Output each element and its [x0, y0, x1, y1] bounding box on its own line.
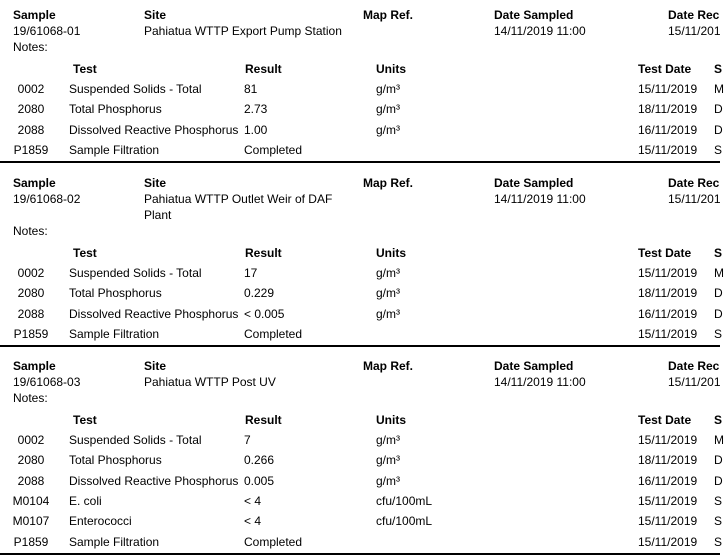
test-date: 18/11/2019 [638, 102, 698, 117]
test-header: Test [73, 413, 97, 427]
test-signatory: S [714, 493, 723, 508]
test-units: cfu/100mL [376, 493, 433, 508]
test-date: 18/11/2019 [638, 453, 698, 468]
test-units: cfu/100mL [376, 514, 433, 529]
test-date: 15/11/2019 [638, 142, 698, 157]
sample-header: Sample [13, 359, 56, 373]
test-code: 2088 [17, 122, 45, 137]
test-name: Sample Filtration [69, 534, 160, 549]
date-sampled-header: Date Sampled [494, 176, 574, 190]
notes-label: Notes: [13, 40, 48, 54]
test-header: Test [73, 246, 97, 260]
test-code: 0002 [17, 433, 45, 447]
test-date: 15/11/2019 [638, 266, 698, 280]
units-header: Units [376, 62, 406, 76]
signatory-header: S [714, 413, 723, 427]
test-name: Suspended Solids - Total [69, 82, 202, 96]
test-signatory: D [714, 306, 723, 321]
test-code: P1859 [13, 534, 49, 549]
test-date: 16/11/2019 [638, 473, 698, 488]
section-divider [0, 345, 720, 347]
section-divider [0, 161, 720, 163]
test-code: M0104 [12, 493, 50, 508]
site-name: Pahiatua WTTP Export Pump Station [144, 24, 342, 38]
site-name-line2: Plant [144, 208, 172, 222]
test-name: Dissolved Reactive Phosphorus [69, 473, 239, 488]
notes-label: Notes: [13, 224, 48, 238]
test-name: Sample Filtration [69, 326, 160, 341]
map-ref-header: Map Ref. [363, 8, 414, 22]
result-header: Result [245, 413, 282, 427]
test-signatory: D [714, 453, 723, 468]
test-signatory: S [714, 326, 723, 341]
test-code: 0002 [17, 82, 45, 96]
test-name: Suspended Solids - Total [69, 433, 202, 447]
test-date: 15/11/2019 [638, 82, 698, 96]
sample-id: 19/61068-03 [13, 375, 81, 389]
test-signatory: S [714, 142, 723, 157]
date-sampled-header: Date Sampled [494, 359, 574, 373]
test-date-header: Test Date [638, 246, 692, 260]
test-code: P1859 [13, 326, 49, 341]
test-name: Total Phosphorus [69, 286, 162, 301]
test-units: g/m³ [376, 433, 400, 447]
test-units: g/m³ [376, 266, 400, 280]
test-date: 15/11/2019 [638, 493, 698, 508]
test-name: Dissolved Reactive Phosphorus [69, 306, 239, 321]
map-ref-header: Map Ref. [363, 359, 414, 373]
test-result: 0.229 [244, 286, 275, 301]
date-sampled: 14/11/2019 11:00 [494, 24, 586, 38]
test-signatory: D [714, 122, 723, 137]
test-date: 15/11/2019 [638, 534, 698, 549]
test-date-header: Test Date [638, 62, 692, 76]
signatory-header: S [714, 62, 723, 76]
test-code: 2080 [17, 286, 45, 301]
date-received-header: Date Rec [668, 8, 720, 22]
test-code: 2088 [17, 473, 45, 488]
test-code: 2080 [17, 453, 45, 468]
test-result: 0.005 [244, 473, 275, 488]
test-result: Completed [244, 326, 303, 341]
map-ref-header: Map Ref. [363, 176, 414, 190]
test-code: M0107 [12, 514, 50, 529]
test-result: 81 [244, 82, 258, 96]
date-sampled: 14/11/2019 11:00 [494, 375, 586, 389]
test-date: 15/11/2019 [638, 514, 698, 529]
test-signatory: M [714, 82, 724, 96]
date-received: 15/11/201 [668, 192, 721, 206]
date-sampled-header: Date Sampled [494, 8, 574, 22]
site-name: Pahiatua WTTP Post UV [144, 375, 276, 389]
test-result: < 4 [244, 493, 262, 508]
test-code: 0002 [17, 266, 45, 280]
test-signatory: D [714, 473, 723, 488]
test-date: 15/11/2019 [638, 326, 698, 341]
test-result: Completed [244, 534, 303, 549]
test-result: < 0.005 [244, 306, 285, 321]
test-signatory: M [714, 433, 724, 447]
units-header: Units [376, 413, 406, 427]
date-sampled: 14/11/2019 11:00 [494, 192, 586, 206]
test-signatory: D [714, 286, 723, 301]
test-units: g/m³ [376, 306, 400, 321]
test-date: 16/11/2019 [638, 122, 698, 137]
test-code: 2080 [17, 102, 45, 117]
site-name: Pahiatua WTTP Outlet Weir of DAF [144, 192, 333, 206]
test-units: g/m³ [376, 286, 400, 301]
test-date-header: Test Date [638, 413, 692, 427]
test-name: Enterococci [69, 514, 132, 529]
test-name: Suspended Solids - Total [69, 266, 202, 280]
test-units: g/m³ [376, 82, 400, 96]
test-date: 18/11/2019 [638, 286, 698, 301]
test-units: g/m³ [376, 453, 400, 468]
test-signatory: M [714, 266, 724, 280]
sample-id: 19/61068-02 [13, 192, 81, 206]
units-header: Units [376, 246, 406, 260]
site-header: Site [144, 8, 167, 22]
test-code: 2088 [17, 306, 45, 321]
test-name: Total Phosphorus [69, 453, 162, 468]
date-received-header: Date Rec [668, 359, 720, 373]
test-result: 0.266 [244, 453, 275, 468]
test-signatory: S [714, 534, 723, 549]
test-result: 1.00 [244, 122, 268, 137]
test-name: Dissolved Reactive Phosphorus [69, 122, 239, 137]
site-header: Site [144, 176, 167, 190]
site-header: Site [144, 359, 167, 373]
test-result: < 4 [244, 514, 262, 529]
test-name: Sample Filtration [69, 142, 160, 157]
test-units: g/m³ [376, 102, 400, 117]
sample-id: 19/61068-01 [13, 24, 81, 38]
sample-header: Sample [13, 8, 56, 22]
test-code: P1859 [13, 142, 49, 157]
test-signatory: D [714, 102, 723, 117]
result-header: Result [245, 62, 282, 76]
section-divider [0, 553, 720, 555]
date-received-header: Date Rec [668, 176, 720, 190]
test-result: Completed [244, 142, 303, 157]
date-received: 15/11/201 [668, 24, 721, 38]
test-header: Test [73, 62, 97, 76]
test-name: E. coli [69, 493, 102, 508]
test-result: 7 [244, 433, 251, 447]
test-date: 16/11/2019 [638, 306, 698, 321]
notes-label: Notes: [13, 391, 48, 405]
test-date: 15/11/2019 [638, 433, 698, 447]
test-result: 2.73 [244, 102, 268, 117]
sample-header: Sample [13, 176, 56, 190]
result-header: Result [245, 246, 282, 260]
test-name: Total Phosphorus [69, 102, 162, 117]
test-units: g/m³ [376, 122, 400, 137]
signatory-header: S [714, 246, 723, 260]
test-result: 17 [244, 266, 258, 280]
test-signatory: S [714, 514, 723, 529]
test-units: g/m³ [376, 473, 400, 488]
date-received: 15/11/201 [668, 375, 721, 389]
